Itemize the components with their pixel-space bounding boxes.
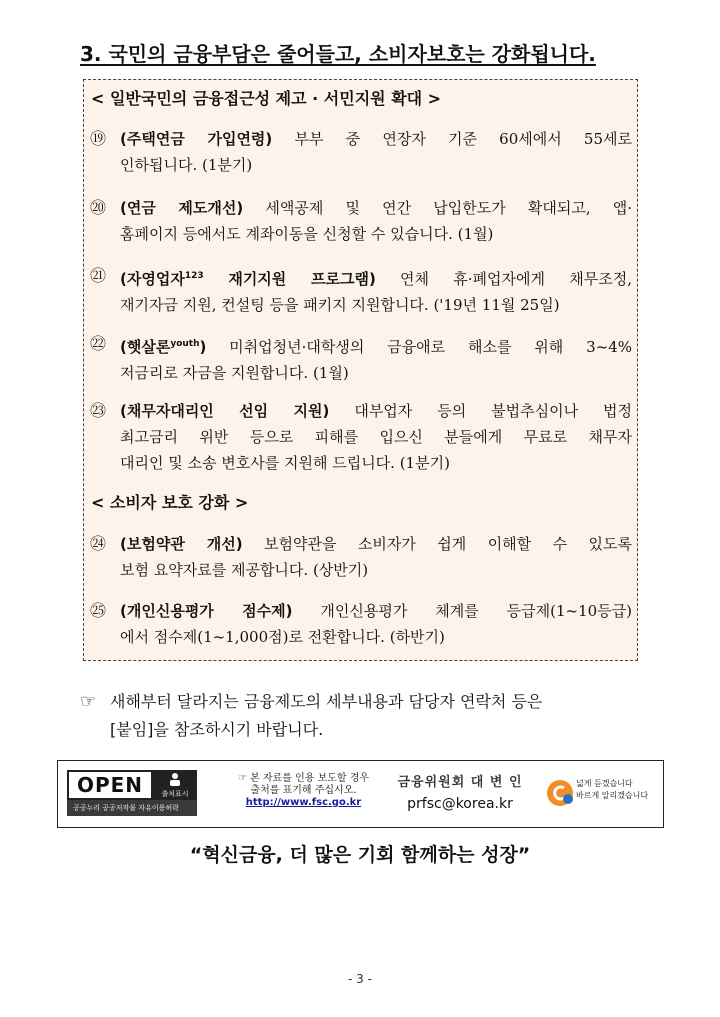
item-number: ㉒ [90, 334, 107, 353]
speech-c-icon [546, 779, 574, 807]
footer-box [57, 760, 664, 828]
page-title: 3. 국민의 금융부담은 줄어들고, 소비자보호는 강화됩니다. [80, 42, 596, 66]
open-license-logo: OPEN 출처표시 공공누리 공공저작물 자유이용허락 [67, 770, 197, 818]
section-heading-access: < 일반국민의 금융접근성 제고 · 서민지원 확대 > [91, 89, 442, 108]
content-box [83, 79, 638, 661]
list-item: ㉔ (보험약관 개선) 보험약관을 소비자가 쉽게 이해할 수 있도록 보험 요약자료를 제공합니다. (상반기) [90, 531, 632, 583]
page-number: - 3 - [348, 972, 372, 986]
section-heading-consumer: < 소비자 보호 강화 > [91, 493, 249, 512]
spokesperson-contact: 금융위원회 대 변 인 prfsc@korea.kr [390, 771, 530, 812]
slogan-badge: 넓게 듣겠습니다 바르게 알리겠습니다 [546, 775, 661, 815]
item-number: ㉕ [90, 601, 107, 620]
item-number: ⑲ [90, 129, 107, 148]
list-item: ㉕ (개인신용평가 점수제) 개인신용평가 체계를 등급제(1~10등급) 에서 점수제(1~1,000점)로 전환합니다. (하반기) [90, 598, 632, 650]
list-item: ㉑ (자영업자$^{123}$ 재기지원 프로그램) 연체 휴·폐업자에게 채무조정, 재기자금 지원, 컨설팅 등을 패키지 지원합니다. ('19년 11월 25일) [90, 263, 632, 318]
list-item: ㉒ (햇살론$^{youth}$) 미취업청년·대학생의 금융애로 해소를 위해 3~4% 저금리로 자금을 지원합니다. (1월) [90, 331, 632, 386]
vision-slogan: “혁신금융, 더 많은 기회 함께하는 성장” [189, 844, 531, 866]
pointing-hand-icon: ☞ [80, 691, 97, 712]
reference-note: ☞ 새해부터 달라지는 금융제도의 세부내용과 담당자 연락처 등은 [붙임]을 참조하시기 바랍니다. [80, 688, 640, 744]
list-item: ㉓ (채무자대리인 선임 지원) 대부업자 등의 불법추심이나 법정 최고금리 위반 등으로 피해를 입으신 분들에게 무료로 채무자 대리인 및 소송 변호사를 지원해 드립니다. (1분기) [90, 398, 632, 476]
contact-email[interactable]: prfsc@korea.kr [407, 796, 513, 812]
list-item: ⑲ (주택연금 가입연령) 부부 중 연장자 기준 60세에서 55세로 인하됩니다. (1분기) [90, 126, 632, 178]
item-number: ⑳ [90, 198, 107, 217]
item-number: ㉑ [90, 266, 107, 285]
item-number: ㉔ [90, 534, 107, 553]
citation-notice: ☞ 본 자료를 인용 보도할 경우 출처를 표기해 주십시오. http://www.fsc.go.kr [226, 773, 381, 809]
person-icon [166, 772, 184, 786]
website-link[interactable]: http://www.fsc.go.kr [245, 797, 362, 808]
item-number: ㉓ [90, 401, 107, 420]
list-item: ⑳ (연금 제도개선) 세액공제 및 연간 납입한도가 확대되고, 앱· 홈페이지 등에서도 계좌이동을 신청할 수 있습니다. (1월) [90, 195, 632, 247]
